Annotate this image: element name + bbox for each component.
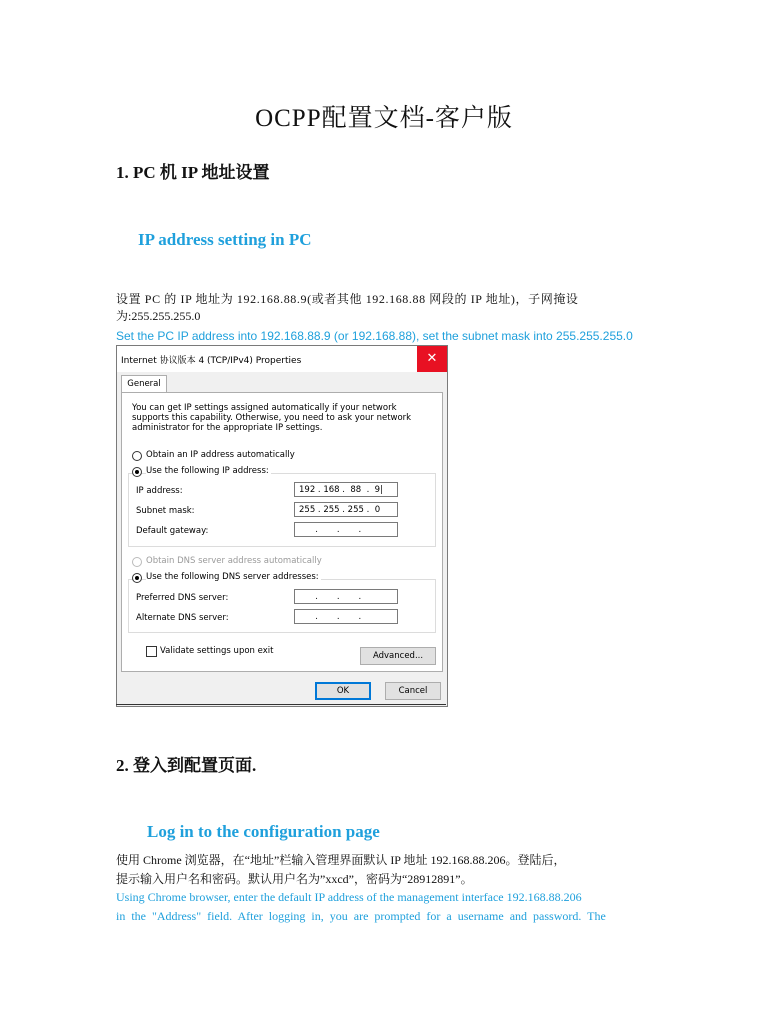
alternate-dns-label: Alternate DNS server: bbox=[136, 613, 229, 623]
section2-cn-line2: 提示输入用户名和密码。默认用户名为”xxcd”，密码为“28912891”。 bbox=[116, 872, 473, 886]
subnet-mask-field[interactable]: 255 . 255 . 255 . 0 bbox=[294, 502, 398, 517]
general-panel bbox=[121, 392, 443, 672]
obtain-ip-auto-label: Obtain an IP address automatically bbox=[146, 450, 295, 460]
section2-heading: 2. 登入到配置页面. bbox=[116, 756, 257, 775]
obtain-dns-auto-radio[interactable] bbox=[132, 557, 142, 567]
page-title: OCPP配置文档-客户版 bbox=[255, 105, 513, 132]
close-icon[interactable]: ✕ bbox=[417, 346, 447, 372]
dialog-title: Internet 协议版本 4 (TCP/IPv4) Properties bbox=[121, 356, 302, 366]
tab-general[interactable]: General bbox=[121, 375, 167, 393]
validate-label: Validate settings upon exit bbox=[160, 646, 274, 656]
section1-heading: 1. PC 机 IP 地址设置 bbox=[116, 163, 270, 182]
image-bottom-rule bbox=[116, 704, 446, 705]
obtain-dns-auto-label: Obtain DNS server address automatically bbox=[146, 556, 322, 566]
dns-group bbox=[128, 579, 436, 633]
alternate-dns-field[interactable]: . . . bbox=[294, 609, 398, 624]
tcpip-properties-dialog bbox=[116, 345, 448, 707]
section2-subheading: Log in to the configuration page bbox=[147, 822, 380, 841]
use-following-ip-label: Use the following IP address: bbox=[146, 466, 269, 476]
preferred-dns-field[interactable]: . . . bbox=[294, 589, 398, 604]
dialog-description: You can get IP settings assigned automatically if your network supports this capability. Otherwise, you need to ask your network administrator for the appropriate IP settings. bbox=[132, 403, 412, 433]
subnet-mask-label: Subnet mask: bbox=[136, 506, 195, 516]
section2-en-line1: Using Chrome browser, enter the default IP address of the management interface 192.168.88.206 bbox=[116, 890, 582, 904]
ip-address-field[interactable]: 192 . 168 . 88 . 9| bbox=[294, 482, 398, 497]
advanced-button[interactable]: Advanced... bbox=[360, 647, 436, 665]
section1-cn-line2: 为:255.255.255.0 bbox=[116, 309, 201, 323]
section1-cn-line1: 设置 PC 的 IP 地址为 192.168.88.9(或者其他 192.168.88 网段的 IP 地址)，子网掩设 bbox=[116, 292, 579, 306]
validate-checkbox[interactable] bbox=[146, 646, 157, 657]
dialog-titlebar bbox=[117, 346, 447, 372]
section2-en-line2: in the "Address" field. After logging in, you are prompted for a username and password. The bbox=[116, 909, 606, 923]
preferred-dns-label: Preferred DNS server: bbox=[136, 593, 229, 603]
cancel-button[interactable]: Cancel bbox=[385, 682, 441, 700]
default-gateway-field[interactable]: . . . bbox=[294, 522, 398, 537]
use-following-dns-radio[interactable] bbox=[132, 573, 142, 583]
section1-en-line: Set the PC IP address into 192.168.88.9 (or 192.168.88), set the subnet mask into 255.255.255.0 bbox=[116, 329, 633, 343]
obtain-ip-auto-radio[interactable] bbox=[132, 451, 142, 461]
section1-subheading: IP address setting in PC bbox=[138, 230, 312, 249]
section2-cn-line1: 使用 Chrome 浏览器，在“地址”栏输入管理界面默认 IP 地址 192.168.88.206。登陆后， bbox=[116, 853, 566, 867]
ip-address-label: IP address: bbox=[136, 486, 183, 496]
default-gateway-label: Default gateway: bbox=[136, 526, 209, 536]
ok-button[interactable]: OK bbox=[315, 682, 371, 700]
use-following-dns-label: Use the following DNS server addresses: bbox=[146, 572, 319, 582]
use-following-ip-radio[interactable] bbox=[132, 467, 142, 477]
